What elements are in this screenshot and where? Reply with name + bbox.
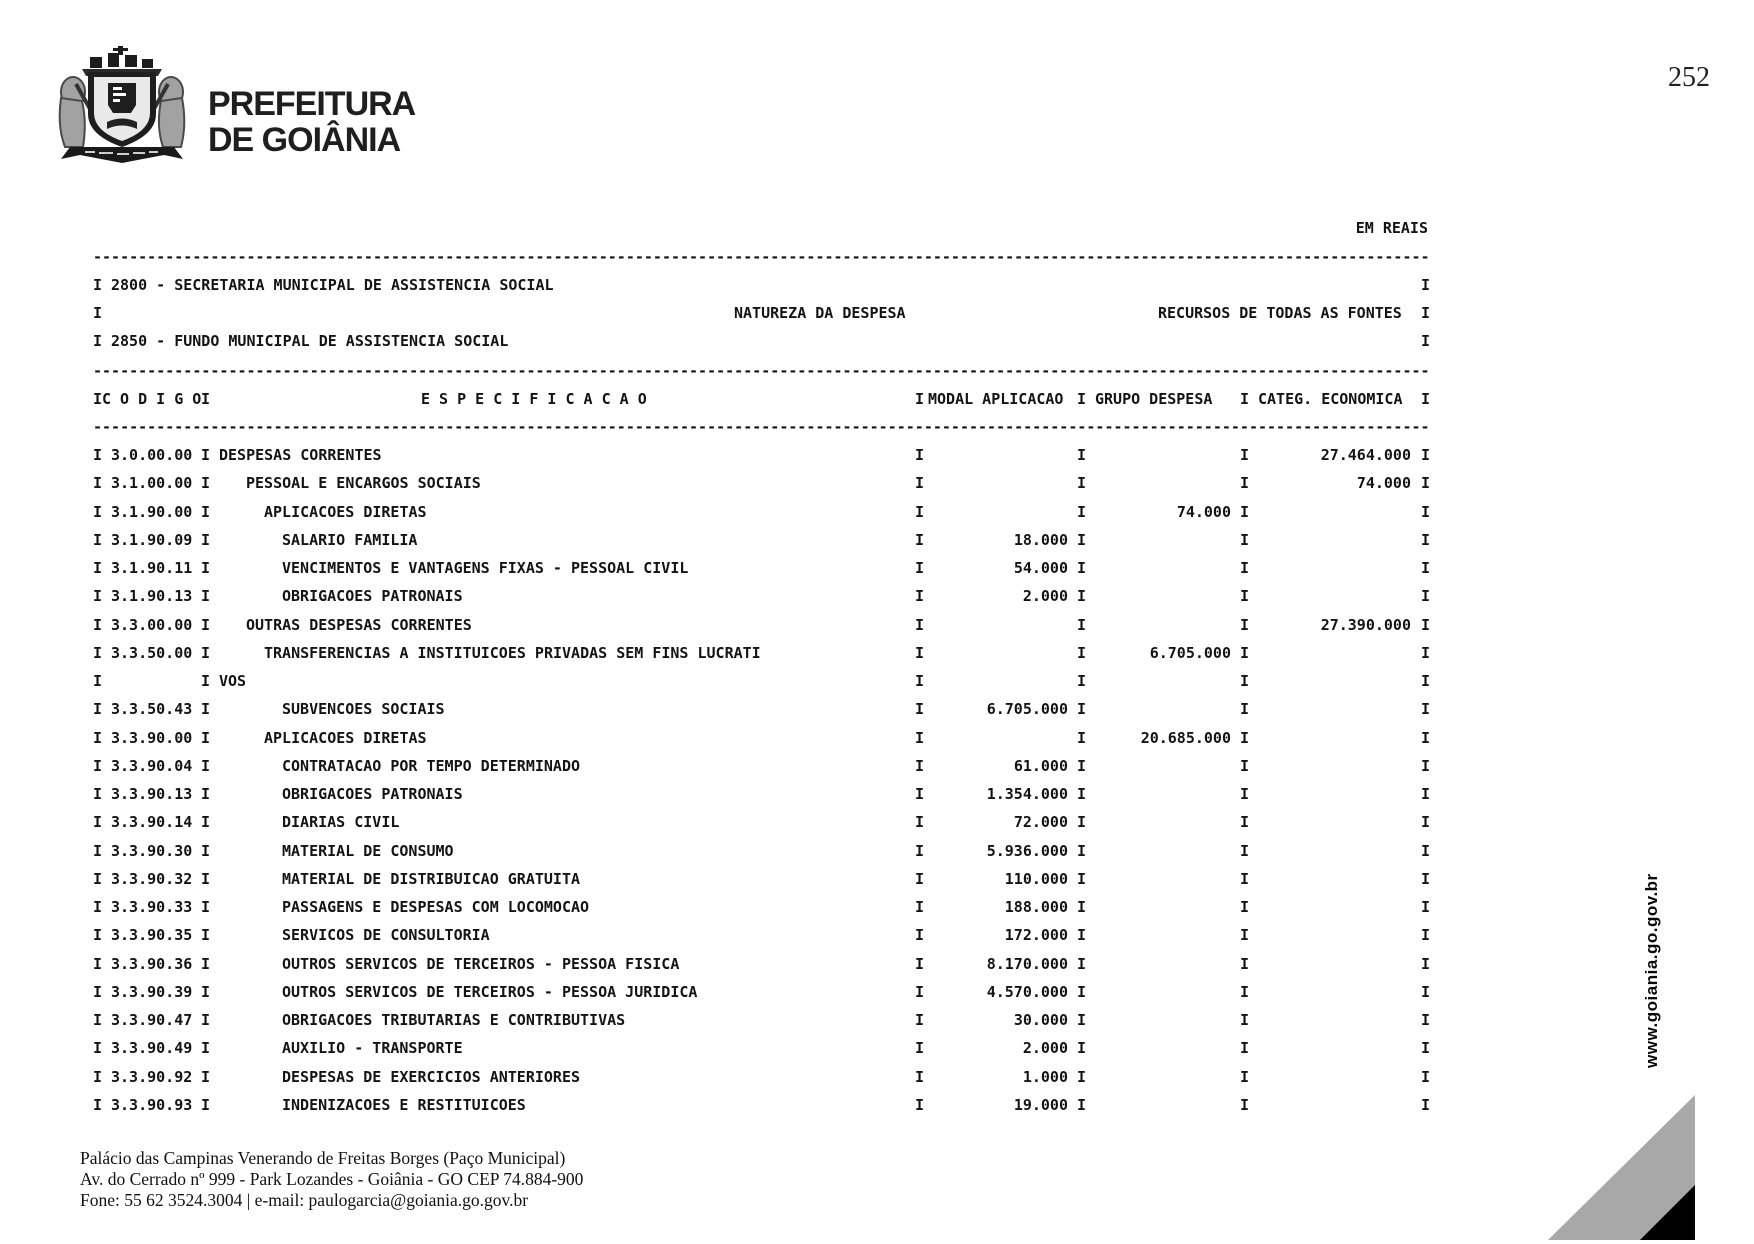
table-row	[0, 441, 1754, 469]
col-header-categ: CATEG. ECONOMICA	[1258, 390, 1403, 408]
column-bar: I	[1240, 898, 1250, 916]
col-header-codigo: C O D I G O	[102, 390, 202, 408]
column-bar: I	[1077, 869, 1087, 888]
row-code: 3.3.90.00	[111, 728, 193, 747]
column-bar: I	[1240, 587, 1250, 606]
row-code: 3.3.90.33	[111, 898, 193, 916]
column-bar: I	[915, 530, 925, 549]
column-bar: I	[915, 474, 925, 493]
org-unit-1: 2800 - SECRETARIA MUNICIPAL DE ASSISTENCIA SOCIAL	[111, 276, 554, 294]
column-bar: I	[1421, 559, 1431, 577]
column-bar: I	[93, 530, 103, 549]
org-unit-2: 2850 - FUNDO MUNICIPAL DE ASSISTENCIA SOCIAL	[111, 332, 509, 350]
column-bar: I	[915, 954, 925, 973]
column-bar: I	[1421, 841, 1431, 860]
row-spec: PESSOAL E ENCARGOS SOCIAIS	[246, 474, 481, 493]
row-spec: OUTROS SERVICOS DE TERCEIROS - PESSOA JURIDICA	[282, 982, 698, 1001]
table-row	[0, 611, 1754, 639]
table-row	[0, 554, 1754, 582]
categ-value: 74.000	[1356, 474, 1411, 493]
column-bar: I	[915, 390, 925, 408]
column-bar: I	[1421, 954, 1431, 973]
column-bar: I	[201, 559, 211, 577]
column-bar: I	[1077, 1067, 1087, 1086]
table-row	[0, 1034, 1754, 1062]
modal-value: 30.000	[1013, 1011, 1068, 1029]
column-bar: I	[93, 1039, 103, 1058]
column-bar: I	[1421, 728, 1431, 747]
column-bar: I	[1421, 785, 1431, 803]
grupo-value: 74.000	[1176, 502, 1231, 521]
column-bar: I	[93, 672, 103, 690]
modal-value: 72.000	[1013, 813, 1068, 832]
row-code: 3.1.90.00	[111, 502, 193, 521]
column-bar: I	[1077, 502, 1087, 521]
separator-line	[0, 413, 1754, 441]
column-bar: I	[1240, 390, 1250, 408]
column-bar: I	[93, 276, 103, 294]
column-bar: I	[1077, 672, 1087, 690]
column-bar: I	[93, 1095, 103, 1114]
org-unit-row	[0, 271, 1754, 299]
column-bar: I	[93, 841, 103, 860]
modal-value: 8.170.000	[986, 954, 1068, 973]
modal-value: 110.000	[1004, 869, 1068, 888]
column-bar: I	[915, 785, 925, 803]
column-bar: I	[1421, 1011, 1431, 1029]
modal-value: 6.705.000	[986, 700, 1068, 719]
column-bar: I	[915, 700, 925, 719]
row-code: 3.3.90.04	[111, 756, 193, 775]
footer-address	[80, 1148, 583, 1211]
column-bar: I	[1240, 982, 1250, 1001]
column-bar: I	[201, 530, 211, 549]
column-bar: I	[915, 728, 925, 747]
row-code: 3.3.90.92	[111, 1067, 193, 1086]
column-bar: I	[1421, 869, 1431, 888]
row-spec: OUTROS SERVICOS DE TERCEIROS - PESSOA FISICA	[282, 954, 680, 973]
column-bar: I	[201, 954, 211, 973]
column-bar: I	[1240, 700, 1250, 719]
column-bar: I	[93, 304, 103, 322]
row-spec: MATERIAL DE CONSUMO	[282, 841, 454, 860]
dashed-rule: ----------------------------------------------------------------------------------------------------------------------------------------------------	[93, 418, 1430, 436]
modal-value: 1.000	[1022, 1067, 1068, 1086]
column-bar: I	[1077, 813, 1087, 832]
table-row	[0, 667, 1754, 695]
footer-line1: Palácio das Campinas Venerando de Freitas Borges (Paço Municipal)	[80, 1148, 566, 1168]
column-bar: I	[93, 474, 103, 493]
grupo-value: 6.705.000	[1149, 643, 1231, 662]
row-code: 3.3.90.35	[111, 926, 193, 945]
row-code: 3.3.90.36	[111, 954, 193, 973]
modal-value: 172.000	[1004, 926, 1068, 945]
table-row	[0, 893, 1754, 921]
wordmark-line2: DE GOIÂNIA	[208, 121, 401, 159]
row-spec: SERVICOS DE CONSULTORIA	[282, 926, 490, 945]
row-spec: DESPESAS DE EXERCICIOS ANTERIORES	[282, 1067, 581, 1086]
column-bar: I	[1240, 813, 1250, 832]
column-bar: I	[915, 615, 925, 634]
column-bar: I	[1240, 756, 1250, 775]
column-bar: I	[1421, 1039, 1431, 1058]
column-bar: I	[1077, 898, 1087, 916]
column-bar: I	[1240, 1011, 1250, 1029]
column-bar: I	[1077, 474, 1087, 493]
row-spec: APLICACOES DIRETAS	[264, 728, 427, 747]
column-bar: I	[915, 869, 925, 888]
column-bar: I	[201, 841, 211, 860]
table-row	[0, 695, 1754, 723]
column-bar: I	[201, 869, 211, 888]
column-bar: I	[1421, 446, 1431, 464]
column-bar: I	[93, 1067, 103, 1086]
column-bar: I	[1240, 474, 1250, 493]
row-code: 3.0.00.00	[111, 446, 193, 464]
column-bar: I	[201, 502, 211, 521]
column-bar: I	[1421, 304, 1431, 322]
column-bar: I	[1077, 785, 1087, 803]
column-bar: I	[915, 1095, 925, 1114]
column-bar: I	[1421, 898, 1431, 916]
column-bar: I	[1077, 390, 1087, 408]
column-bar: I	[1077, 446, 1087, 464]
column-bar: I	[201, 672, 211, 690]
column-bar: I	[1421, 813, 1431, 832]
modal-value: 4.570.000	[986, 982, 1068, 1001]
column-bar: I	[93, 615, 103, 634]
column-bar: I	[93, 898, 103, 916]
sources-label: RECURSOS DE TODAS AS FONTES	[1158, 304, 1402, 322]
column-bar: I	[1077, 926, 1087, 945]
column-bar: I	[915, 982, 925, 1001]
column-bar: I	[201, 756, 211, 775]
column-bar: I	[915, 1011, 925, 1029]
column-bar: I	[1421, 1067, 1431, 1086]
dashed-rule: ----------------------------------------------------------------------------------------------------------------------------------------------------	[93, 362, 1430, 380]
column-bar: I	[1240, 530, 1250, 549]
column-bar: I	[1077, 756, 1087, 775]
table-row	[0, 639, 1754, 667]
column-bar: I	[93, 332, 103, 350]
report-title-row	[0, 299, 1754, 327]
row-spec: OBRIGACOES PATRONAIS	[282, 785, 463, 803]
column-bar: I	[1421, 643, 1431, 662]
report-title: NATUREZA DA DESPESA	[734, 304, 906, 322]
org-unit-row	[0, 327, 1754, 355]
column-bar: I	[201, 474, 211, 493]
column-bar: I	[1077, 1011, 1087, 1029]
column-bar: I	[915, 446, 925, 464]
row-spec: DESPESAS CORRENTES	[219, 446, 382, 464]
column-bar: I	[915, 1067, 925, 1086]
table-row	[0, 1006, 1754, 1034]
row-code: 3.3.90.30	[111, 841, 193, 860]
column-bar: I	[93, 1011, 103, 1029]
row-code: 3.3.90.14	[111, 813, 193, 832]
modal-value: 2.000	[1022, 587, 1068, 606]
column-bar: I	[1077, 1095, 1087, 1114]
row-code: 3.3.50.43	[111, 700, 193, 719]
separator-line	[0, 357, 1754, 385]
column-bar: I	[1421, 756, 1431, 775]
column-bar: I	[201, 700, 211, 719]
row-spec: OBRIGACOES TRIBUTARIAS E CONTRIBUTIVAS	[282, 1011, 626, 1029]
column-bar: I	[201, 390, 211, 408]
dashed-rule: ----------------------------------------------------------------------------------------------------------------------------------------------------	[93, 248, 1430, 266]
footer-line3: Fone: 55 62 3524.3004 | e-mail: paulogarcia@goiania.go.gov.br	[80, 1190, 529, 1210]
col-header-grupo: GRUPO DESPESA	[1095, 390, 1213, 408]
column-bar: I	[1421, 1095, 1431, 1114]
row-spec: MATERIAL DE DISTRIBUICAO GRATUITA	[282, 869, 581, 888]
column-bar: I	[1077, 530, 1087, 549]
table-row	[0, 724, 1754, 752]
column-bar: I	[915, 587, 925, 606]
column-bar: I	[1077, 728, 1087, 747]
table-row	[0, 921, 1754, 949]
column-bar: I	[201, 643, 211, 662]
column-bar: I	[1240, 643, 1250, 662]
row-code: 3.3.90.93	[111, 1095, 193, 1114]
column-bar: I	[201, 446, 211, 464]
row-spec: PASSAGENS E DESPESAS COM LOCOMOCAO	[282, 898, 590, 916]
column-bar: I	[915, 1039, 925, 1058]
column-bar: I	[915, 643, 925, 662]
column-bar: I	[201, 898, 211, 916]
footer-line2: Av. do Cerrado nº 999 - Park Lozandes - Goiânia - GO CEP 74.884-900	[80, 1169, 584, 1189]
column-bar: I	[201, 615, 211, 634]
row-code: 3.3.00.00	[111, 615, 193, 634]
column-bar: I	[915, 756, 925, 775]
column-bar: I	[201, 813, 211, 832]
row-spec: TRANSFERENCIAS A INSTITUICOES PRIVADAS SEM FINS LUCRATI	[264, 643, 761, 662]
column-bar: I	[1240, 559, 1250, 577]
table-row	[0, 808, 1754, 836]
column-bar: I	[1421, 982, 1431, 1001]
column-bar: I	[915, 672, 925, 690]
grupo-value: 20.685.000	[1140, 728, 1231, 747]
column-bar: I	[93, 982, 103, 1001]
column-bar: I	[1077, 954, 1087, 973]
table-row	[0, 950, 1754, 978]
column-bar: I	[915, 813, 925, 832]
row-spec: OBRIGACOES PATRONAIS	[282, 587, 463, 606]
column-bar: I	[93, 446, 103, 464]
column-bar: I	[1240, 869, 1250, 888]
modal-value: 19.000	[1013, 1095, 1068, 1114]
modal-value: 2.000	[1022, 1039, 1068, 1058]
wordmark-line1: PREFEITURA	[208, 85, 416, 123]
column-bar: I	[93, 502, 103, 521]
column-bar: I	[201, 785, 211, 803]
table-row	[0, 582, 1754, 610]
column-bar: I	[915, 898, 925, 916]
column-bar: I	[1240, 446, 1250, 464]
column-bar: I	[1240, 615, 1250, 634]
column-bar: I	[1240, 954, 1250, 973]
row-spec: INDENIZACOES E RESTITUICOES	[282, 1095, 526, 1114]
modal-value: 1.354.000	[986, 785, 1068, 803]
table-row	[0, 780, 1754, 808]
column-header-row	[0, 385, 1754, 413]
currency-note: EM REAIS	[1355, 219, 1428, 237]
column-bar: I	[915, 559, 925, 577]
col-header-modal: MODAL APLICACAO	[928, 390, 1064, 408]
column-bar: I	[201, 587, 211, 606]
row-spec: SUBVENCOES SOCIAIS	[282, 700, 445, 719]
corner-triangle-icon	[1540, 1090, 1700, 1240]
column-bar: I	[1240, 502, 1250, 521]
column-bar: I	[1077, 841, 1087, 860]
modal-value: 61.000	[1013, 756, 1068, 775]
column-bar: I	[93, 700, 103, 719]
column-bar: I	[1077, 587, 1087, 606]
table-row	[0, 752, 1754, 780]
column-bar: I	[93, 559, 103, 577]
table-row	[0, 1091, 1754, 1119]
column-bar: I	[201, 926, 211, 945]
row-spec: APLICACOES DIRETAS	[264, 502, 427, 521]
column-bar: I	[93, 728, 103, 747]
row-code: 3.1.90.09	[111, 530, 193, 549]
column-bar: I	[1240, 785, 1250, 803]
column-bar: I	[1077, 643, 1087, 662]
column-bar: I	[1421, 332, 1431, 350]
modal-value: 54.000	[1013, 559, 1068, 577]
column-bar: I	[201, 1011, 211, 1029]
row-spec: CONTRATACAO POR TEMPO DETERMINADO	[282, 756, 581, 775]
row-spec: VENCIMENTOS E VANTAGENS FIXAS - PESSOAL CIVIL	[282, 559, 689, 577]
column-bar: I	[201, 1067, 211, 1086]
table-row	[0, 865, 1754, 893]
column-bar: I	[915, 841, 925, 860]
row-spec: VOS	[219, 672, 247, 690]
column-bar: I	[93, 587, 103, 606]
modal-value: 5.936.000	[986, 841, 1068, 860]
column-bar: I	[93, 756, 103, 775]
column-bar: I	[1421, 587, 1431, 606]
website-vertical-text: www.goiania.go.gov.br	[1642, 873, 1661, 1068]
row-code: 3.1.90.13	[111, 587, 193, 606]
row-code: 3.3.90.32	[111, 869, 193, 888]
row-spec: SALARIO FAMILIA	[282, 530, 418, 549]
table-row	[0, 837, 1754, 865]
row-code: 3.3.50.00	[111, 643, 193, 662]
table-row	[0, 526, 1754, 554]
column-bar: I	[915, 502, 925, 521]
column-bar: I	[1077, 1039, 1087, 1058]
row-code: 3.3.90.49	[111, 1039, 193, 1058]
column-bar: I	[93, 813, 103, 832]
column-bar: I	[201, 1095, 211, 1114]
column-bar: I	[1077, 559, 1087, 577]
row-spec: AUXILIO - TRANSPORTE	[282, 1039, 463, 1058]
column-bar: I	[1421, 276, 1431, 294]
column-bar: I	[1421, 615, 1431, 634]
column-bar: I	[201, 982, 211, 1001]
column-bar: I	[1421, 926, 1431, 945]
column-bar: I	[93, 390, 103, 408]
column-bar: I	[93, 869, 103, 888]
column-bar: I	[201, 1039, 211, 1058]
column-bar: I	[201, 728, 211, 747]
column-bar: I	[1240, 1095, 1250, 1114]
row-code: 3.3.90.39	[111, 982, 193, 1001]
column-bar: I	[1240, 1067, 1250, 1086]
column-bar: I	[1240, 841, 1250, 860]
column-bar: I	[1240, 926, 1250, 945]
column-bar: I	[1077, 700, 1087, 719]
column-bar: I	[1077, 615, 1087, 634]
separator-line	[0, 243, 1754, 271]
column-bar: I	[93, 785, 103, 803]
column-bar: I	[1421, 502, 1431, 521]
row-code: 3.3.90.13	[111, 785, 193, 803]
column-bar: I	[1077, 982, 1087, 1001]
column-bar: I	[1240, 1039, 1250, 1058]
page-number: 252	[1668, 62, 1710, 93]
column-bar: I	[93, 643, 103, 662]
modal-value: 188.000	[1004, 898, 1068, 916]
column-bar: I	[1421, 390, 1431, 408]
row-code: 3.3.90.47	[111, 1011, 193, 1029]
row-spec: DIARIAS CIVIL	[282, 813, 400, 832]
row-code: 3.1.00.00	[111, 474, 193, 493]
row-code: 3.1.90.11	[111, 559, 193, 577]
column-bar: I	[1240, 728, 1250, 747]
column-bar: I	[93, 926, 103, 945]
row-spec: OUTRAS DESPESAS CORRENTES	[246, 615, 472, 634]
column-bar: I	[1421, 672, 1431, 690]
column-bar: I	[1421, 700, 1431, 719]
table-row	[0, 469, 1754, 497]
modal-value: 18.000	[1013, 530, 1068, 549]
column-bar: I	[1421, 530, 1431, 549]
table-row	[0, 1063, 1754, 1091]
column-bar: I	[915, 926, 925, 945]
col-header-especificacao: E S P E C I F I C A C A O	[421, 390, 647, 408]
column-bar: I	[1421, 474, 1431, 493]
categ-value: 27.464.000	[1320, 446, 1411, 464]
categ-value: 27.390.000	[1320, 615, 1411, 634]
table-row	[0, 978, 1754, 1006]
column-bar: I	[93, 954, 103, 973]
column-bar: I	[1240, 672, 1250, 690]
table-row	[0, 498, 1754, 526]
corner-decoration	[1540, 1090, 1700, 1240]
